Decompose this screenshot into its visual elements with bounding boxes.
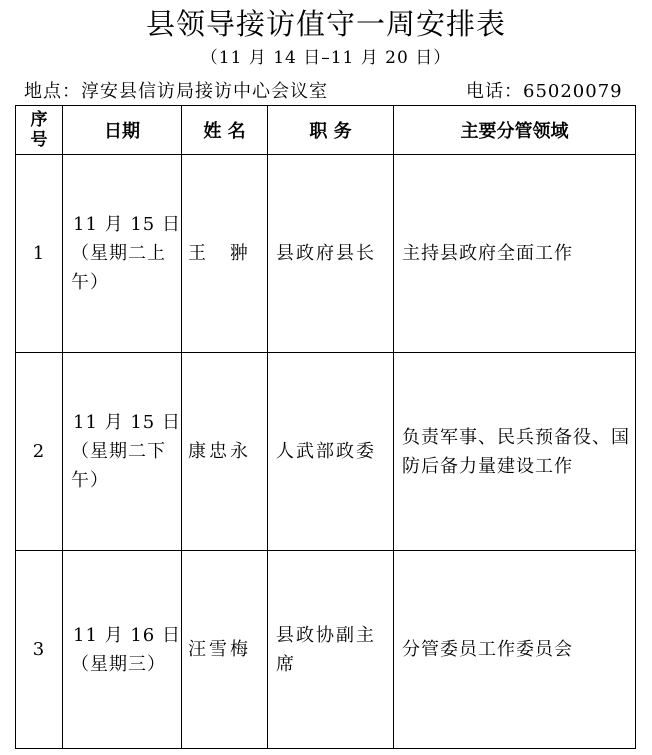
row-date: 11 月 15 日 （星期二上午） bbox=[63, 155, 182, 353]
header-seq: 序号 bbox=[16, 106, 63, 155]
header-position: 职 务 bbox=[268, 106, 394, 155]
page-title: 县领导接访值守一周安排表 bbox=[145, 7, 506, 41]
row-date: 11 月 15 日 （星期二下午） bbox=[63, 353, 182, 551]
row-position: 人武部政委 bbox=[268, 353, 394, 551]
row-area: 负责军事、民兵预备役、国防后备力量建设工作 bbox=[394, 353, 636, 551]
header-area: 主要分管领域 bbox=[394, 106, 636, 155]
row-date: 11 月 16 日 （星期三） bbox=[63, 551, 182, 749]
row-area: 主持县政府全面工作 bbox=[394, 155, 636, 353]
table-row bbox=[16, 551, 636, 749]
date-range: （11 月 14 日–11 月 20 日） bbox=[200, 48, 452, 68]
row-position: 县政协副主席 bbox=[268, 551, 394, 749]
row-number: 2 bbox=[16, 353, 63, 551]
table-row bbox=[16, 155, 636, 353]
row-name: 汪雪梅 bbox=[182, 551, 268, 749]
header-name: 姓 名 bbox=[182, 106, 268, 155]
row-position: 县政府县长 bbox=[268, 155, 394, 353]
row-number: 1 bbox=[16, 155, 63, 353]
row-number: 3 bbox=[16, 551, 63, 749]
row-name: 康忠永 bbox=[182, 353, 268, 551]
header-date: 日期 bbox=[63, 106, 182, 155]
phone-label: 电话：65020079 bbox=[466, 81, 623, 102]
schedule-table bbox=[15, 105, 636, 749]
table-row bbox=[16, 353, 636, 551]
location-label: 地点：淳安县信访局接访中心会议室 bbox=[24, 81, 328, 102]
table-header-row bbox=[16, 106, 636, 155]
row-name: 王 翀 bbox=[182, 155, 268, 353]
row-area: 分管委员工作委员会 bbox=[394, 551, 636, 749]
